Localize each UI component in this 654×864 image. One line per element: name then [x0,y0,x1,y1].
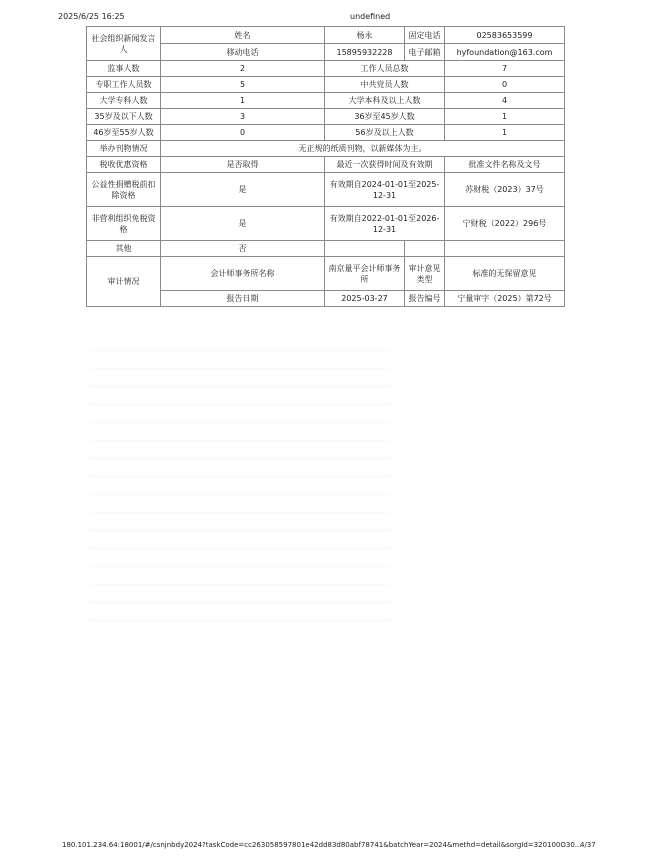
fulltime-value: 5 [161,77,325,93]
report-date-value: 2025-03-27 [325,291,405,307]
age46-label: 46岁至55岁人数 [87,125,161,141]
phone-label: 固定电话 [405,27,445,44]
bachelor-label: 大学本科及以上人数 [325,93,445,109]
age36-label: 36岁至45岁人数 [325,109,445,125]
table-row [87,207,565,241]
opinion-value: 标准的无保留意见 [445,257,565,291]
table-row [87,141,565,157]
party-value: 0 [445,77,565,93]
publication-value: 无正规的纸质刊物，以新媒体为主。 [161,141,565,157]
age56-label: 56岁及以上人数 [325,125,445,141]
exempt-doc: 宁财税（2022）296号 [445,207,565,241]
bachelor-value: 4 [445,93,565,109]
table-row [87,125,565,141]
table-row [87,77,565,93]
email-label: 电子邮箱 [405,44,445,61]
page-number: 4/37 [580,841,596,849]
faded-background-text [90,335,390,635]
mobile-value: 15895932228 [325,44,405,61]
exempt-value: 是 [161,207,325,241]
table-row [87,27,565,44]
donation-period: 有效期自2024-01-01至2025-12-31 [325,173,445,207]
other-label: 其他 [87,241,161,257]
table-row [87,173,565,207]
phone-value: 02583653599 [445,27,565,44]
audit-label: 审计情况 [87,257,161,307]
age36-value: 1 [445,109,565,125]
name-value: 杨永 [325,27,405,44]
staff-total-label: 工作人员总数 [325,61,445,77]
tax-doc-label: 批准文件名称及文号 [445,157,565,173]
exempt-period: 有效期自2022-01-01至2026-12-31 [325,207,445,241]
college-label: 大学专科人数 [87,93,161,109]
table-row [87,241,565,257]
table-row [87,93,565,109]
report-no-label: 报告编号 [405,291,445,307]
exempt-label: 非营利组织免税资格 [87,207,161,241]
spokesperson-label: 社会组织新闻发言人 [87,27,161,61]
other-blank [325,241,405,257]
college-value: 1 [161,93,325,109]
mobile-label: 移动电话 [161,44,325,61]
publication-label: 举办刊物情况 [87,141,161,157]
report-no-value: 宁量审字（2025）第72号 [445,291,565,307]
donation-doc: 苏财税（2023）37号 [445,173,565,207]
print-timestamp: 2025/6/25 16:25 [58,12,125,21]
table-row [87,61,565,77]
tax-label: 税收优惠资格 [87,157,161,173]
other-blank [405,241,445,257]
organization-info-table [86,26,565,307]
print-title: undefined [350,12,391,21]
staff-total-value: 7 [445,61,565,77]
table-row [87,157,565,173]
directors-value: 2 [161,61,325,77]
donation-value: 是 [161,173,325,207]
email-value: hyfoundation@163.com [445,44,565,61]
fulltime-label: 专职工作人员数 [87,77,161,93]
tax-period-label: 最近一次获得时间及有效期 [325,157,445,173]
age46-value: 0 [161,125,325,141]
tax-obtained-label: 是否取得 [161,157,325,173]
age56-value: 1 [445,125,565,141]
firm-label: 会计师事务所名称 [161,257,325,291]
directors-label: 监事人数 [87,61,161,77]
table-row [87,109,565,125]
donation-label: 公益性捐赠税前扣除资格 [87,173,161,207]
age35-value: 3 [161,109,325,125]
other-value: 否 [161,241,325,257]
report-date-label: 报告日期 [161,291,325,307]
table-row [87,257,565,291]
opinion-type-label: 审计意见类型 [405,257,445,291]
other-blank [445,241,565,257]
name-label: 姓名 [161,27,325,44]
print-url: 180.101.234.64:18001/#/csnjnbdy2024?taskCode=cc263058597801e42dd83d80abf78741&batchYear=2024&methd=detail&sorgId=320100O30... [62,841,582,849]
party-label: 中共党员人数 [325,77,445,93]
age35-label: 35岁及以下人数 [87,109,161,125]
firm-value: 南京量平会计师事务所 [325,257,405,291]
